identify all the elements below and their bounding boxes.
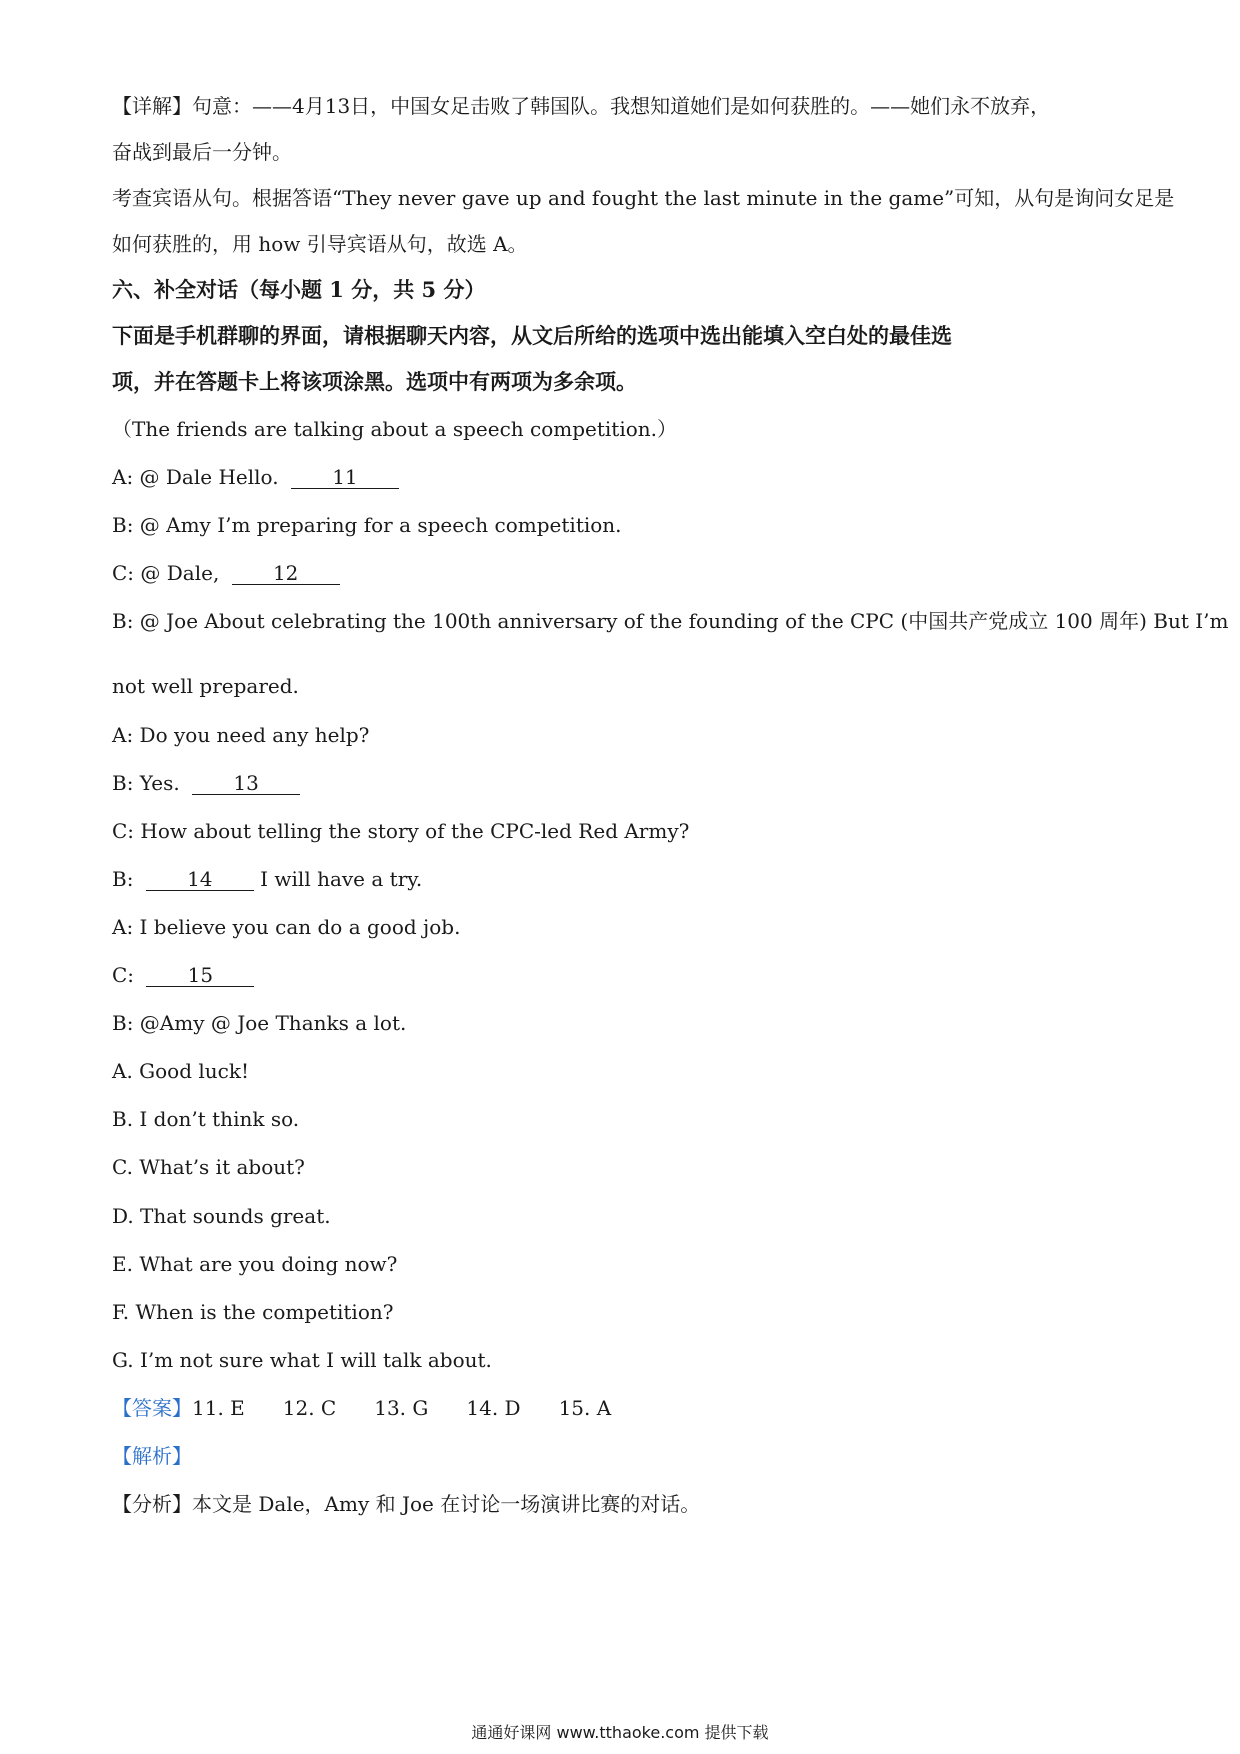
blank-13: 13 [192, 772, 300, 795]
section-title: 六、补全对话（每小题 1 分，共 5 分） [112, 277, 486, 302]
footer: 通通好课网 www.tthaoke.com 提供下载 [471, 1723, 769, 1742]
dialogue-line-5: A: Do you need any help? [112, 723, 370, 747]
dialogue-text: C: @ Dale, [112, 561, 220, 585]
explanation-line-2: 奋战到最后一分钟。 [112, 140, 292, 164]
dialogue-line-3 [112, 559, 340, 587]
option-g: G. I’m not sure what I will talk about. [112, 1348, 492, 1372]
option-e: E. What are you doing now? [112, 1252, 398, 1276]
instruction-line-2: 项，并在答题卡上将该项涂黑。选项中有两项为多余项。 [112, 369, 637, 394]
option-d: D. That sounds great. [112, 1204, 331, 1228]
explanation-line-3: 考查宾语从句。根据答语“They never gave up and fought the last minute in the game”可知，从句是询问女足是 [112, 186, 1175, 210]
blank-14: 14 [146, 868, 254, 891]
blank-12: 12 [232, 562, 340, 585]
dialogue-line-7: C: How about telling the story of the CPC-led Red Army? [112, 819, 690, 843]
answer-item: 12. C [282, 1396, 337, 1420]
answer-item: 13. G [374, 1396, 429, 1420]
option-f: F. When is the competition? [112, 1300, 394, 1324]
explanation-line-4: 如何获胜的，用 how 引导宾语从句，故选 A。 [112, 232, 528, 256]
analysis-text: 【分析】本文是 Dale，Amy 和 Joe 在讨论一场演讲比赛的对话。 [112, 1492, 701, 1516]
explanation-line-1: 【详解】句意：——4月13日，中国女足击败了韩国队。我想知道她们是如何获胜的。——她们永不放弃， [112, 94, 1051, 118]
dialogue-text: A: @ Dale Hello. [112, 465, 279, 489]
answer-item: 14. D [466, 1396, 521, 1420]
answer-item: 15. A [558, 1396, 612, 1420]
blank-11: 11 [291, 466, 399, 489]
answer-line [112, 1394, 649, 1422]
dialogue-line-9: A: I believe you can do a good job. [112, 915, 461, 939]
instruction-line-1: 下面是手机群聊的界面，请根据聊天内容，从文后所给的选项中选出能填入空白处的最佳选 [112, 323, 952, 348]
option-b: B. I don’t think so. [112, 1107, 300, 1131]
answer-label: 【答案】 [112, 1396, 192, 1420]
dialogue-text: B: Yes. [112, 771, 180, 795]
dialogue-line-6 [112, 769, 300, 797]
blank-15: 15 [146, 964, 254, 987]
dialogue-line-2: B: @ Amy I’m preparing for a speech competition. [112, 513, 622, 537]
dialogue-line-11: B: @Amy @ Joe Thanks a lot. [112, 1011, 407, 1035]
option-c: C. What’s it about? [112, 1155, 305, 1179]
dialogue-line-4b: not well prepared. [112, 674, 299, 698]
analysis-label: 【解析】 [112, 1444, 192, 1468]
dialogue-line-10 [112, 961, 254, 989]
dialogue-text: C: [112, 963, 135, 987]
option-a: A. Good luck! [112, 1059, 250, 1083]
dialogue-line-8 [112, 865, 422, 893]
dialogue-line-1 [112, 463, 399, 491]
dialogue-text: I will have a try. [260, 867, 423, 891]
dialogue-context: （The friends are talking about a speech competition.） [112, 417, 677, 441]
answer-item: 11. E [192, 1396, 245, 1420]
dialogue-line-4a: B: @ Joe About celebrating the 100th anniversary of the founding of the CPC (中国共产党成立 100 周年) But I’m [112, 609, 1229, 633]
dialogue-text: B: [112, 867, 134, 891]
